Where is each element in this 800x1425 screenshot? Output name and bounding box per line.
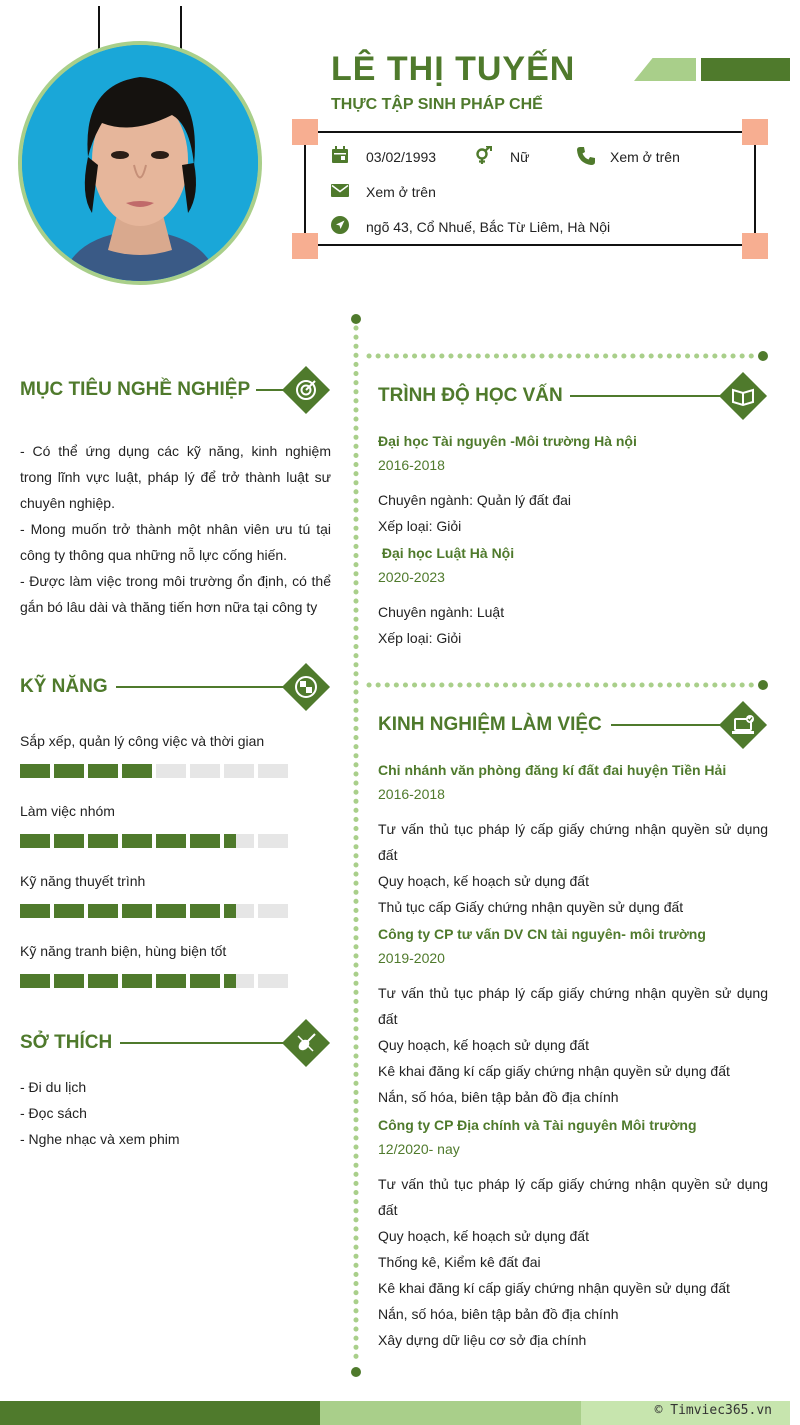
skill-bar-segment: [258, 764, 288, 778]
skill-bar-segment: [122, 834, 152, 848]
education-major: Chuyên ngành: Luật: [378, 604, 505, 620]
target-icon: [281, 365, 331, 415]
hobbies-title-line: [120, 1042, 286, 1044]
experience-title-line: [611, 724, 725, 726]
portrait-photo: [22, 45, 258, 281]
experience-duty: Quy hoạch, kế hoạch sử dụng đất: [378, 873, 589, 889]
experience-duty: Tư vấn thủ tục pháp lý cấp giấy chứng nhận quyền sử dụng đất: [378, 985, 768, 1027]
violin-icon: [281, 1018, 331, 1068]
skill-bar-segment: [122, 764, 152, 778]
skill-bar-segment: [224, 974, 254, 988]
footer-band-mid: [320, 1401, 581, 1425]
skills-title-line: [116, 686, 286, 688]
experience-duty: Xây dựng dữ liệu cơ sở địa chính: [378, 1332, 587, 1348]
experience-company: Công ty CP Địa chính và Tài nguyên Môi trường: [378, 1117, 697, 1133]
skill-bar-segment: [156, 904, 186, 918]
skills-title: KỸ NĂNG: [20, 676, 108, 697]
skill-bar-segment: [20, 834, 50, 848]
education-grade: Xếp loại: Giỏi: [378, 518, 462, 534]
experience-duty: Thủ tục cấp Giấy chứng nhận quyền sử dụng đất: [378, 899, 684, 915]
skill-name: Làm việc nhóm: [20, 803, 115, 819]
hobby-item: - Đọc sách: [20, 1105, 87, 1121]
phone-icon: [576, 146, 596, 166]
experience-duty: Kê khai đăng kí cấp giấy chứng nhận quyền sử dụng đất: [378, 1280, 730, 1296]
contact-box-corner: [292, 233, 318, 259]
avatar: [22, 45, 258, 281]
education-grade: Xếp loại: Giỏi: [378, 630, 462, 646]
hanger-line-right: [180, 6, 182, 52]
skill-bar-segment: [20, 764, 50, 778]
calendar-icon: [331, 146, 349, 164]
experience-company: Chi nhánh văn phòng đăng kí đất đai huyện Tiền Hải: [378, 762, 727, 778]
footer-credit: © Timviec365.vn: [654, 1403, 772, 1418]
skill-bar-segment: [20, 974, 50, 988]
skill-bar-segment: [224, 834, 254, 848]
hobby-item: - Nghe nhạc và xem phim: [20, 1131, 180, 1147]
experience-duty: Kê khai đăng kí cấp giấy chứng nhận quyền sử dụng đất: [378, 1063, 730, 1079]
skill-bar-segment: [190, 834, 220, 848]
skill-level-bar: [20, 834, 288, 848]
birthdate: 03/02/1993: [366, 149, 437, 165]
skill-bar-segment: [122, 904, 152, 918]
experience-period: 2016-2018: [378, 786, 445, 802]
skill-bar-segment: [258, 974, 288, 988]
experience-duty: Thống kê, Kiểm kê đất đai: [378, 1254, 541, 1270]
skill-bar-segment: [224, 764, 254, 778]
skill-bar-segment: [88, 904, 118, 918]
experience-period: 12/2020- nay: [378, 1141, 460, 1157]
experience-period: 2019-2020: [378, 950, 445, 966]
phone: Xem ở trên: [610, 149, 680, 165]
skill-name: Kỹ năng thuyết trình: [20, 873, 146, 889]
skill-bar-segment: [258, 904, 288, 918]
education-school: Đại học Luật Hà Nội: [378, 545, 515, 561]
skill-bar-segment: [88, 834, 118, 848]
gender-icon: [474, 146, 492, 164]
skill-bar-segment: [156, 834, 186, 848]
skill-bar-segment: [224, 904, 254, 918]
skill-bar-segment: [88, 974, 118, 988]
skill-bar-segment: [190, 904, 220, 918]
contact-box-corner: [742, 119, 768, 145]
contact-box-corner: [742, 233, 768, 259]
location-icon: [331, 216, 349, 234]
education-title: TRÌNH ĐỘ HỌC VẤN: [378, 385, 563, 406]
skill-bar-segment: [54, 764, 84, 778]
hanger-line-left: [98, 6, 100, 52]
education-period: 2020-2023: [378, 569, 445, 585]
header-decoration-dark: [701, 58, 790, 81]
hobby-item: - Đi du lịch: [20, 1079, 87, 1095]
education-school: Đại học Tài nguyên -Môi trường Hà nội: [378, 433, 637, 449]
candidate-name: LÊ THỊ TUYẾN: [331, 50, 576, 88]
experience-duty: Nắn, số hóa, biên tập bản đồ địa chính: [378, 1089, 619, 1105]
education-period: 2016-2018: [378, 457, 445, 473]
skill-bar-segment: [122, 974, 152, 988]
header-decoration-light: [634, 58, 696, 81]
skill-bar-segment: [54, 904, 84, 918]
objective-title: MỤC TIÊU NGHỀ NGHIỆP: [20, 379, 251, 400]
skill-name: Sắp xếp, quản lý công việc và thời gian: [20, 733, 265, 749]
address: ngõ 43, Cổ Nhuế, Bắc Từ Liêm, Hà Nội: [366, 219, 611, 235]
education-major: Chuyên ngành: Quản lý đất đai: [378, 492, 572, 508]
skills-icon: [281, 662, 331, 712]
hobbies-title: SỞ THÍCH: [20, 1032, 113, 1053]
experience-duty: Nắn, số hóa, biên tập bản đồ địa chính: [378, 1306, 619, 1322]
email: Xem ở trên: [366, 184, 436, 200]
experience-title: KINH NGHIỆM LÀM VIỆC: [378, 714, 602, 735]
skill-level-bar: [20, 974, 288, 988]
skill-level-bar: [20, 764, 288, 778]
skill-level-bar: [20, 904, 288, 918]
education-title-line: [570, 395, 725, 397]
skill-bar-segment: [258, 834, 288, 848]
experience-duty: Tư vấn thủ tục pháp lý cấp giấy chứng nhận quyền sử dụng đất: [378, 821, 768, 863]
skill-bar-segment: [20, 904, 50, 918]
footer-band-dark: [0, 1401, 320, 1425]
objective-text: - Có thể ứng dụng các kỹ năng, kinh nghiệm trong lĩnh vực luật, pháp lý để trở thành luật sư chuyên nghiệp. - Mong muốn trở thành một nhân viên ưu tú tại công ty thông qua những nỗ lực cống hiến. - Được làm việc trong môi trường ổn định, có thể gắn bó lâu dài và thăng tiến hơn nữa tại công ty: [20, 443, 331, 615]
skill-bar-segment: [54, 834, 84, 848]
book-icon: [718, 371, 768, 421]
skill-bar-segment: [88, 764, 118, 778]
candidate-role: THỰC TẬP SINH PHÁP CHẾ: [331, 96, 543, 113]
experience-company: Công ty CP tư vấn DV CN tài nguyên- môi trường: [378, 926, 706, 942]
laptop-icon: [718, 700, 768, 750]
skill-bar-segment: [156, 974, 186, 988]
skill-bar-segment: [54, 974, 84, 988]
skill-bar-segment: [156, 764, 186, 778]
experience-duty: Quy hoạch, kế hoạch sử dụng đất: [378, 1228, 589, 1244]
skill-bar-segment: [190, 764, 220, 778]
experience-duty: Quy hoạch, kế hoạch sử dụng đất: [378, 1037, 589, 1053]
skill-name: Kỹ năng tranh biện, hùng biện tốt: [20, 943, 227, 959]
gender: Nữ: [510, 149, 530, 165]
mail-icon: [331, 182, 349, 200]
experience-duty: Tư vấn thủ tục pháp lý cấp giấy chứng nhận quyền sử dụng đất: [378, 1176, 768, 1218]
contact-box-corner: [292, 119, 318, 145]
skill-bar-segment: [190, 974, 220, 988]
